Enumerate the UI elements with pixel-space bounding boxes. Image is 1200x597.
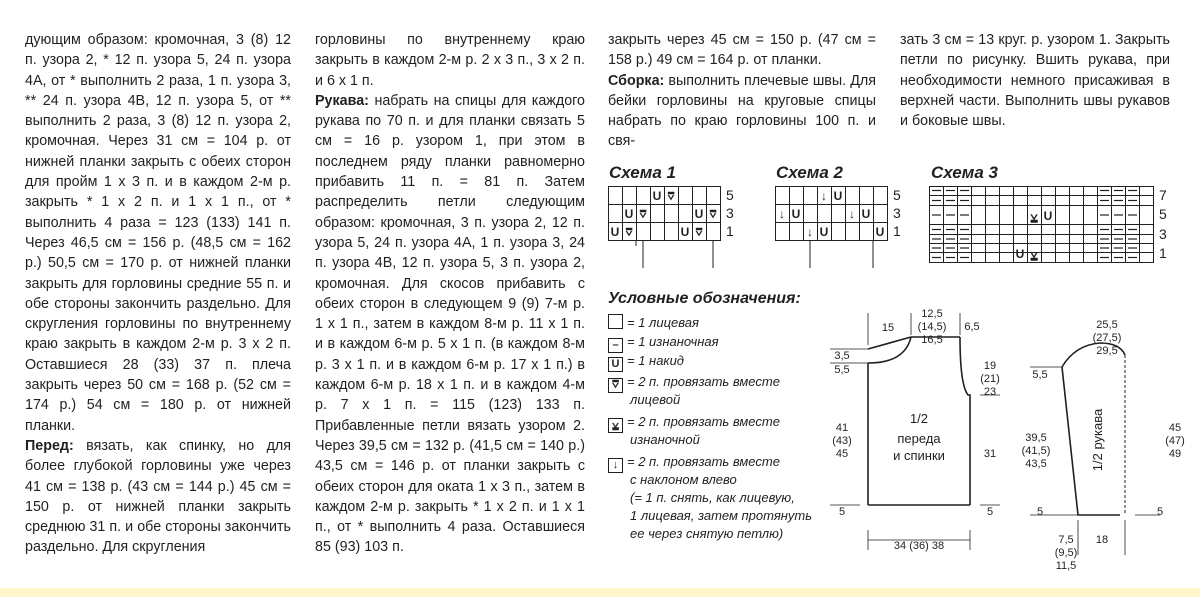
sleeve-dim-cuff: 11,5 [1055, 560, 1077, 572]
sleeve-dim-band: 5 [1036, 506, 1044, 518]
svg-text:U: U [610, 225, 620, 239]
paragraph: горловины по внутреннему краю закрыть в каждом 2-м р. 2 х 3 п., 3 х 2 п. и 6 х 1 п. [315, 32, 585, 89]
legend-ssk: ↓ = 2 п. провязать вместе [608, 453, 780, 473]
sleeve-dim-cap: 5,5 [1032, 369, 1048, 381]
sleeve-dim-right: 45 [1168, 422, 1182, 434]
svg-text:U: U [652, 189, 662, 203]
svg-text:↓: ↓ [849, 207, 855, 221]
scheme-2-chart [775, 186, 915, 270]
p2tog-icon: ⩣ [608, 418, 623, 433]
paragraph: выполнить плечевые швы. Для бейки горловины на круговые спицы набрать по краю горловины 100 п. и свя- [608, 72, 876, 150]
svg-text:⩢: ⩢ [709, 209, 717, 221]
sleeve-dim-top: 25,5 [1096, 319, 1118, 331]
dim-top-width: (14,5) [917, 321, 947, 333]
legend-p2tog: ⩣ = 2 п. провязать вместе [608, 413, 780, 433]
legend-k2tog: ⩢ = 2 п. провязать вместе [608, 373, 780, 393]
sleeve-dim-band: 5 [1156, 506, 1164, 518]
scheme-3-row-label: 5 [1159, 206, 1167, 222]
text-column-3 [608, 30, 876, 152]
svg-text:U: U [875, 225, 885, 239]
dim-armhole: 19 [983, 360, 997, 372]
sleeve-dim-right: (47) [1165, 435, 1185, 447]
svg-text:⩢: ⩢ [667, 191, 675, 203]
svg-text:U: U [680, 225, 690, 239]
legend-ssk-note: ее через снятую петлю) [630, 526, 784, 541]
scheme-1-row-label: 3 [726, 205, 734, 221]
dim-neck: 6,5 [964, 321, 980, 333]
scheme-3-chart [929, 186, 1179, 270]
ssk-left-icon: ↓ [608, 458, 623, 473]
dim-side: 45 [835, 448, 849, 460]
svg-text:↓: ↓ [821, 189, 827, 203]
scheme-2-title: Схема 2 [776, 163, 843, 182]
sleeve-dim-length: 43,5 [1025, 458, 1047, 470]
sleeve-dim-cuff: 7,5 [1058, 534, 1074, 546]
sleeve-dim-right: 49 [1168, 448, 1182, 460]
scheme-1-row-label: 1 [726, 223, 734, 239]
legend-purl: – = 1 изнаночная [608, 333, 719, 353]
svg-text:⩢: ⩢ [639, 209, 647, 221]
svg-text:⩢: ⩢ [625, 227, 633, 239]
k2tog-icon: ⩢ [608, 378, 623, 393]
svg-text:⩣: ⩣ [1030, 247, 1038, 261]
sleeve-pattern-diagram [1010, 305, 1190, 585]
paragraph: зать 3 см = 13 круг. р. узором 1. Закрыть петли по рисунку. Вшить рукава, при необходимости немного присаживая в верхней части. Выполнить швы рукавов и боковые швы. [900, 32, 1170, 130]
dim-side: 41 [835, 422, 849, 434]
legend-k2tog-cont: лицевой [630, 392, 681, 407]
legend-p2tog-cont: изнаночной [630, 432, 700, 447]
scheme-3-title: Схема 3 [931, 163, 998, 182]
sleeve-label: 1/2 рукава [1090, 408, 1105, 472]
purl-stitch-icon: – [608, 338, 623, 353]
paragraph: набрать на спицы для каждого рукава по 70 п. и для планки связать 5 см = 16 р. узором 1, при этом в последнем ряду планки равномерно прибавить 11 п. = 81 п. Затем распределить петли следующим образом: кромочная, 3 п. узора 2, 12 п. узора 5, 24 п. узора 4А, 1 п. узора 3, 24 п. узора 4В, 12 п. узора 5, 3 п. узора 2, кромочная. Для скосов прибавить с обеих сторон в следующем 9 (9) 7-м р. 1 х 1 п., затем в каждом 8-м р. 11 х 1 п. и в каждом 6-м р. 5 х 1 п. (в каждом 8-м р. 3 х 1 п. и в каждом 6-м р. 17 х 1 п.) в каждом 6-м р. 18 х 1 п. и в каждом 4-м р. 7 х 1 п. = 115 (123) 133 п. Прибавленные петли вязать узором 2. Через 39,5 см = 132 р. (41,5 см = 140 р.) 43,5 см = 146 р. от планки закрыть с обеих сторон для оката 1 х 3 п., затем в каждом 2-м р. закрыть * 1 х 2 п. и 1 х 1 п., от * выполнить 4 раза. Оставшиеся 85 (93) 103 п. [315, 92, 585, 556]
body-label: и спинки [893, 448, 945, 463]
sleeve-dim-length: (41,5) [1021, 445, 1051, 457]
svg-text:U: U [694, 207, 704, 221]
svg-text:U: U [1043, 209, 1053, 223]
legend-ssk-note: 1 лицевая, затем протянуть [630, 508, 813, 523]
legend-knit: = 1 лицевая [608, 314, 699, 331]
bottom-strip [0, 588, 1200, 597]
paragraph: закрыть через 45 см = 150 р. (47 см = 158 р.) 49 см = 164 р. от планки. [608, 32, 876, 69]
scheme-3-row-label: 1 [1159, 245, 1167, 261]
scheme-1-title: Схема 1 [609, 163, 676, 182]
svg-text:⩢: ⩢ [695, 227, 703, 239]
svg-text:U: U [1015, 247, 1025, 261]
dim-height: 31 [983, 448, 997, 460]
paragraph: вязать, как спинку, но для более глубокой горловины уже через 41 см = 138 р. (43 см = 144 р.) 45 см = 150 р. от нижней планки закрыть среднюю 31 п. и обе стороны закончить раздельно. Для скругления [25, 437, 291, 556]
yarn-over-icon: U [608, 357, 623, 372]
svg-text:↓: ↓ [779, 207, 785, 221]
text-column-4 [900, 30, 1170, 131]
dim-top-width: 16,5 [921, 334, 943, 346]
scheme-3-row-label: 7 [1159, 187, 1167, 203]
scheme-3-row-label: 3 [1159, 226, 1167, 242]
scheme-1-row-label: 5 [726, 187, 734, 203]
legend-ssk-note: (= 1 п. снять, как лицевую, [630, 490, 795, 505]
sleeve-dim-cuff: (9,5) [1054, 547, 1078, 559]
sleeve-dim-top: 29,5 [1096, 345, 1118, 357]
dim-band: 5 [838, 506, 846, 518]
dim-armhole: 23 [983, 386, 997, 398]
dim-side: (43) [832, 435, 852, 447]
svg-text:U: U [819, 225, 829, 239]
scheme-2-row-label: 5 [893, 187, 901, 203]
svg-text:U: U [833, 189, 843, 203]
knit-stitch-icon [608, 314, 623, 329]
scheme-2-row-label: 3 [893, 205, 901, 221]
dim-neck-depth: 3,5 [834, 350, 850, 362]
section-label-front: Перед: [25, 437, 74, 454]
svg-text:⩣: ⩣ [1030, 209, 1038, 223]
dim-neck-depth: 5,5 [834, 364, 850, 376]
svg-text:↓: ↓ [807, 225, 813, 239]
svg-text:U: U [791, 207, 801, 221]
section-label-assembly: Сборка: [608, 72, 665, 89]
svg-text:U: U [861, 207, 871, 221]
body-label: переда [897, 431, 941, 446]
scheme-1-chart [608, 186, 778, 270]
legend-ssk-cont: с наклоном влево [630, 472, 737, 487]
dim-shoulder: 15 [881, 322, 895, 334]
sleeve-dim-length: 39,5 [1025, 432, 1047, 444]
sleeve-dim-top: (27,5) [1092, 332, 1122, 344]
scheme-2-row-label: 1 [893, 223, 901, 239]
dim-armhole: (21) [980, 373, 1000, 385]
text-column-2 [315, 30, 585, 558]
dim-bottom: 34 (36) 38 [893, 540, 945, 552]
paragraph: дующим образом: кромочная, 3 (8) 12 п. узора 2, * 12 п. узора 5, 24 п. узора 4А, от * выполнить 2 раза, 1 п. узора 3, ** 24 п. узора 4В, 12 п. узора 5, от ** выполнить 2 раза, 3 (8) 12 п. узора 2, кромочная. Через 31 см = 104 р. от нижней планки закрыть с обеих сторон для пройм 1 х 3 п. и в каждом 2-м р. закрыть * 1 х 2 п. и 1 х 1 п., от * выполнить 4 раза = 123 (133) 141 п. Через 46,5 см = 156 р. (48,5 см = 162 р.) 50,5 см = 170 р. от нижней планки закрыть для горловины средние 55 п. и обе стороны закончить раздельно. Для скругления горловины по внутреннему краю закрыть в каждом 2-м р. 3 х 2 п. Оставшиеся 28 (33) 37 п. плеча закрыть через 50 см = 168 р. (52 см = 174 р.) 54 см = 180 р. от нижней планки. [25, 32, 291, 434]
svg-text:U: U [624, 207, 634, 221]
dim-band: 5 [986, 506, 994, 518]
body-pattern-diagram [820, 305, 1020, 575]
dim-top-width: 12,5 [921, 308, 943, 320]
sleeve-dim-cuff-width: 18 [1095, 534, 1109, 546]
section-label-sleeves: Рукава: [315, 92, 369, 109]
text-column-1 [25, 30, 291, 558]
body-label: 1/2 [909, 411, 929, 426]
legend-title: Условные обозначения: [608, 290, 801, 307]
legend-yarn-over: U = 1 накид [608, 352, 684, 372]
